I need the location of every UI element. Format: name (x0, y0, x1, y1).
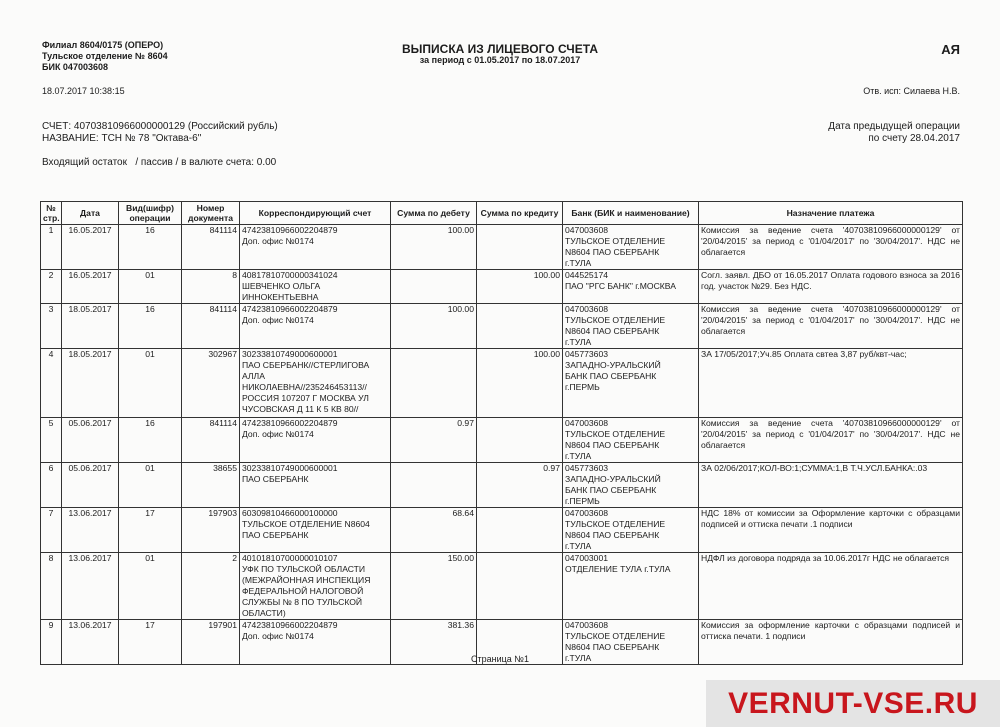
cell-credit (477, 418, 563, 463)
statement-period: за период с 01.05.2017 по 18.07.2017 (419, 55, 581, 65)
branch-division: Тульское отделение № 8604 (42, 51, 168, 61)
cell-document-number: 8 (182, 270, 240, 304)
cell-credit (477, 225, 563, 270)
cell-bank: 047003001 ОТДЕЛЕНИЕ ТУЛА г.ТУЛА (563, 553, 699, 620)
cell-date: 16.05.2017 (62, 225, 119, 270)
cell-operation-kind: 01 (119, 349, 182, 418)
cell-bank: 047003608 ТУЛЬСКОЕ ОТДЕЛЕНИЕ N8604 ПАО СБЕРБАНК г.ТУЛА (563, 418, 699, 463)
cell-bank: 047003608 ТУЛЬСКОЕ ОТДЕЛЕНИЕ N8604 ПАО СБЕРБАНК г.ТУЛА (563, 304, 699, 349)
cell-debit (391, 270, 477, 304)
cell-debit: 381.36 (391, 620, 477, 665)
cell-document-number: 841114 (182, 225, 240, 270)
cell-credit: 100.00 (477, 349, 563, 418)
cell-row-number: 2 (41, 270, 62, 304)
cell-credit (477, 553, 563, 620)
account-number: СЧЕТ: 40703810966000000129 (Российский рубль) (42, 121, 278, 132)
cell-credit: 100.00 (477, 270, 563, 304)
table-row (41, 349, 963, 418)
cell-document-number: 197901 (182, 620, 240, 665)
col-header-kind: Вид(шифр) операции (119, 202, 182, 225)
cell-correspondent-account: 60309810466000100000 ТУЛЬСКОЕ ОТДЕЛЕНИЕ N8604 ПАО СБЕРБАНК (240, 508, 391, 553)
cell-document-number: 302967 (182, 349, 240, 418)
table-row (41, 508, 963, 553)
table-row (41, 553, 963, 620)
cell-row-number: 8 (41, 553, 62, 620)
col-header-debit: Сумма по дебету (391, 202, 477, 225)
cell-credit: 0.97 (477, 463, 563, 508)
cell-row-number: 9 (41, 620, 62, 665)
col-header-purpose: Назначение платежа (699, 202, 963, 225)
cell-date: 16.05.2017 (62, 270, 119, 304)
cell-debit (391, 349, 477, 418)
transactions-table (40, 201, 963, 665)
cell-operation-kind: 16 (119, 225, 182, 270)
cell-row-number: 1 (41, 225, 62, 270)
col-header-corr: Корреспондирующий счет (240, 202, 391, 225)
cell-document-number: 841114 (182, 418, 240, 463)
cell-operation-kind: 16 (119, 304, 182, 349)
cell-correspondent-account: 30233810749000600001 ПАО СБЕРБАНК//СТЕРЛИГОВА АЛЛА НИКОЛАЕВНА//235246453113// РОССИЯ 107207 Г МОСКВА УЛ ЧУСОВСКАЯ Д 11 К 5 КВ 80// (240, 349, 391, 418)
branch-name: Филиал 8604/0175 (ОПЕРО) (42, 40, 164, 50)
opening-balance: Входящий остаток / пассив / в валюте счета: 0.00 (42, 157, 277, 168)
cell-bank: 045773603 ЗАПАДНО-УРАЛЬСКИЙ БАНК ПАО СБЕРБАНК г.ПЕРМЬ (563, 463, 699, 508)
cell-operation-kind: 01 (119, 553, 182, 620)
cell-credit (477, 304, 563, 349)
cell-bank: 047003608 ТУЛЬСКОЕ ОТДЕЛЕНИЕ N8604 ПАО СБЕРБАНК г.ТУЛА (563, 620, 699, 665)
branch-bik: БИК 047003608 (42, 62, 108, 72)
table-header-row (41, 202, 963, 225)
cell-date: 13.06.2017 (62, 508, 119, 553)
cell-date: 13.06.2017 (62, 553, 119, 620)
table-row (41, 304, 963, 349)
previous-operation-label: Дата предыдущей операции (828, 121, 960, 132)
cell-correspondent-account: 47423810966002204879 Доп. офис №0174 (240, 304, 391, 349)
cell-correspondent-account: 47423810966002204879 Доп. офис №0174 (240, 418, 391, 463)
cell-payment-purpose: ЗА 02/06/2017;КОЛ-ВО:1;СУММА:1,В Т.Ч.УСЛ.БАНКА:.03 (699, 463, 963, 508)
corner-mark: АЯ (941, 42, 960, 57)
cell-payment-purpose: НДФЛ из договора подряда за 10.06.2017г НДС не облагается (699, 553, 963, 620)
cell-correspondent-account: 40817810700000341024 ШЕВЧЕНКО ОЛЬГА ИННОКЕНТЬЕВНА (240, 270, 391, 304)
cell-document-number: 197903 (182, 508, 240, 553)
cell-date: 05.06.2017 (62, 418, 119, 463)
cell-bank: 047003608 ТУЛЬСКОЕ ОТДЕЛЕНИЕ N8604 ПАО СБЕРБАНК г.ТУЛА (563, 225, 699, 270)
cell-credit (477, 508, 563, 553)
cell-debit (391, 463, 477, 508)
previous-operation-date: по счету 28.04.2017 (868, 133, 960, 144)
cell-operation-kind: 17 (119, 620, 182, 665)
cell-correspondent-account: 47423810966002204879 Доп. офис №0174 (240, 225, 391, 270)
table-row (41, 418, 963, 463)
cell-row-number: 7 (41, 508, 62, 553)
watermark-logo: VERNUT-VSE.RU (706, 680, 1000, 727)
cell-operation-kind: 01 (119, 270, 182, 304)
account-name: НАЗВАНИЕ: ТСН № 78 "Октава-6" (42, 133, 202, 144)
cell-payment-purpose: НДС 18% от комиссии за Оформление карточки с образцами подписей и оттиска печати .1 подписи (699, 508, 963, 553)
cell-correspondent-account: 30233810749000600001 ПАО СБЕРБАНК (240, 463, 391, 508)
cell-correspondent-account: 40101810700000010107 УФК ПО ТУЛЬСКОЙ ОБЛАСТИ (МЕЖРАЙОННАЯ ИНСПЕКЦИЯ ФЕДЕРАЛЬНОЙ НАЛОГОВОЙ СЛУЖБЫ № 8 ПО ТУЛЬСКОЙ ОБЛАСТИ) (240, 553, 391, 620)
col-header-no: № стр. (41, 202, 62, 225)
table-row (41, 463, 963, 508)
cell-bank: 047003608 ТУЛЬСКОЕ ОТДЕЛЕНИЕ N8604 ПАО СБЕРБАНК г.ТУЛА (563, 508, 699, 553)
document-title: ВЫПИСКА ИЗ ЛИЦЕВОГО СЧЕТА (401, 42, 598, 56)
cell-debit: 68.64 (391, 508, 477, 553)
cell-row-number: 6 (41, 463, 62, 508)
cell-payment-purpose: Комиссия за ведение счета '40703810966000000129' от '20/04/2015' за период с '01/04/2017' по '30/04/2017'. НДС не облагается (699, 225, 963, 270)
cell-bank: 045773603 ЗАПАДНО-УРАЛЬСКИЙ БАНК ПАО СБЕРБАНК г.ПЕРМЬ (563, 349, 699, 418)
cell-debit: 150.00 (391, 553, 477, 620)
cell-operation-kind: 16 (119, 418, 182, 463)
col-header-doc: Номер документа (182, 202, 240, 225)
table-row (41, 270, 963, 304)
cell-date: 13.06.2017 (62, 620, 119, 665)
cell-payment-purpose: Комиссия за ведение счета '40703810966000000129' от '20/04/2015' за период с '01/04/2017' по '30/04/2017'. НДС не облагается (699, 418, 963, 463)
cell-correspondent-account: 47423810966002204879 Доп. офис №0174 (240, 620, 391, 665)
cell-row-number: 5 (41, 418, 62, 463)
previous-operation (828, 121, 960, 145)
col-header-date: Дата (62, 202, 119, 225)
print-datetime: 18.07.2017 10:38:15 (42, 86, 125, 96)
cell-date: 05.06.2017 (62, 463, 119, 508)
cell-debit: 100.00 (391, 225, 477, 270)
cell-document-number: 38655 (182, 463, 240, 508)
cell-payment-purpose: Согл. заявл. ДБО от 16.05.2017 Оплата годового взноса за 2016 год. участок №29. Без НДС. (699, 270, 963, 304)
col-header-bank: Банк (БИК и наименование) (563, 202, 699, 225)
cell-operation-kind: 01 (119, 463, 182, 508)
cell-debit: 100.00 (391, 304, 477, 349)
cell-bank: 044525174 ПАО "РГС БАНК" г.МОСКВА (563, 270, 699, 304)
cell-payment-purpose: Комиссия за оформление карточки с образцами подписей и оттиска печати. 1 подписи (699, 620, 963, 665)
col-header-credit: Сумма по кредиту (477, 202, 563, 225)
cell-payment-purpose: Комиссия за ведение счета '40703810966000000129' от '20/04/2015' за период с '01/04/2017' по '30/04/2017'. НДС не облагается (699, 304, 963, 349)
page-number: Страница №1 (471, 654, 529, 664)
cell-document-number: 2 (182, 553, 240, 620)
responsible-person: Отв. исп: Силаева Н.В. (863, 86, 960, 96)
cell-debit: 0.97 (391, 418, 477, 463)
cell-date: 18.05.2017 (62, 349, 119, 418)
table-row (41, 225, 963, 270)
account-info (42, 121, 278, 145)
cell-operation-kind: 17 (119, 508, 182, 553)
cell-document-number: 841114 (182, 304, 240, 349)
cell-payment-purpose: ЗА 17/05/2017;Уч.85 Оплата свтеа 3,87 руб/квт-час; (699, 349, 963, 418)
cell-row-number: 3 (41, 304, 62, 349)
cell-row-number: 4 (41, 349, 62, 418)
cell-date: 18.05.2017 (62, 304, 119, 349)
